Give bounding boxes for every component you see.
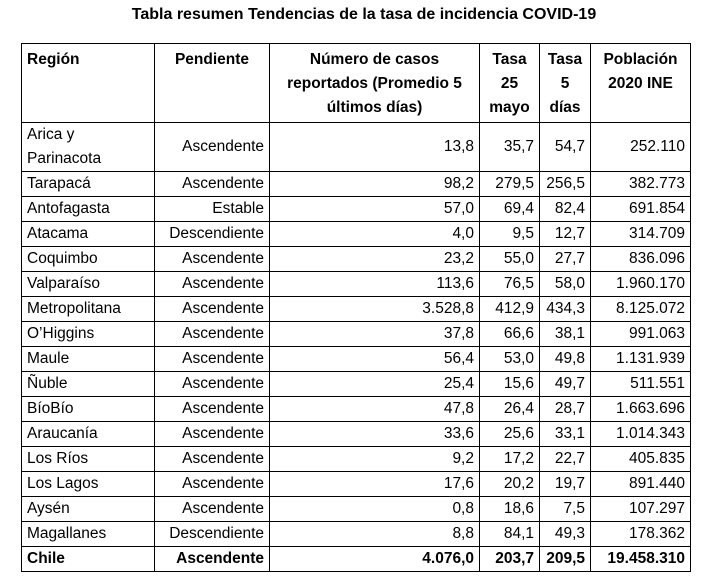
cell-region: Los Lagos <box>22 472 155 497</box>
cell-tasa-5-dias: 19,7 <box>540 472 591 497</box>
cell-pendiente: Ascendente <box>155 422 270 447</box>
cell-casos: 25,4 <box>270 372 480 397</box>
cell-tasa-25-mayo: 203,7 <box>480 547 540 572</box>
cell-poblacion: 991.063 <box>591 322 691 347</box>
cell-casos: 8,8 <box>270 522 480 547</box>
cell-pendiente: Ascendente <box>155 547 270 572</box>
cell-tasa-25-mayo: 26,4 <box>480 397 540 422</box>
cell-poblacion: 252.110 <box>591 123 691 172</box>
cell-pendiente: Ascendente <box>155 447 270 472</box>
cell-region: O’Higgins <box>22 322 155 347</box>
cell-region: BíoBío <box>22 397 155 422</box>
cell-tasa-5-dias: 256,5 <box>540 172 591 197</box>
header-row <box>22 44 691 123</box>
cell-region: Chile <box>22 547 155 572</box>
cell-poblacion: 405.835 <box>591 447 691 472</box>
cell-region: Ñuble <box>22 372 155 397</box>
cell-tasa-25-mayo: 35,7 <box>480 123 540 172</box>
cell-tasa-5-dias: 434,3 <box>540 297 591 322</box>
cell-poblacion: 107.297 <box>591 497 691 522</box>
cell-region: Magallanes <box>22 522 155 547</box>
cell-tasa-5-dias: 49,3 <box>540 522 591 547</box>
cell-region: Atacama <box>22 222 155 247</box>
cell-region: Aysén <box>22 497 155 522</box>
header-tasa-5-dias: Tasa 5 días <box>540 44 591 123</box>
cell-pendiente: Descendiente <box>155 522 270 547</box>
cell-pendiente: Ascendente <box>155 397 270 422</box>
cell-pendiente: Ascendente <box>155 123 270 172</box>
cell-pendiente: Ascendente <box>155 497 270 522</box>
cell-tasa-25-mayo: 15,6 <box>480 372 540 397</box>
cell-pendiente: Ascendente <box>155 272 270 297</box>
cell-pendiente: Ascendente <box>155 172 270 197</box>
cell-tasa-5-dias: 33,1 <box>540 422 591 447</box>
table-row <box>22 247 691 272</box>
cell-pendiente: Ascendente <box>155 322 270 347</box>
cell-poblacion: 1.960.170 <box>591 272 691 297</box>
cell-poblacion: 382.773 <box>591 172 691 197</box>
cell-tasa-5-dias: 12,7 <box>540 222 591 247</box>
table-row <box>22 123 691 172</box>
cell-pendiente: Estable <box>155 197 270 222</box>
cell-region: Los Ríos <box>22 447 155 472</box>
cell-casos: 47,8 <box>270 397 480 422</box>
cell-casos: 0,8 <box>270 497 480 522</box>
cell-tasa-25-mayo: 18,6 <box>480 497 540 522</box>
cell-casos: 13,8 <box>270 123 480 172</box>
cell-casos: 37,8 <box>270 322 480 347</box>
cell-tasa-5-dias: 7,5 <box>540 497 591 522</box>
cell-tasa-25-mayo: 17,2 <box>480 447 540 472</box>
cell-casos: 33,6 <box>270 422 480 447</box>
table-row <box>22 197 691 222</box>
cell-tasa-25-mayo: 53,0 <box>480 347 540 372</box>
cell-casos: 57,0 <box>270 197 480 222</box>
cell-poblacion: 1.014.343 <box>591 422 691 447</box>
total-row <box>22 547 691 572</box>
incidence-table <box>21 43 691 572</box>
cell-poblacion: 1.131.939 <box>591 347 691 372</box>
cell-region: Valparaíso <box>22 272 155 297</box>
cell-pendiente: Ascendente <box>155 347 270 372</box>
table-row <box>22 447 691 472</box>
cell-pendiente: Ascendente <box>155 472 270 497</box>
cell-casos: 113,6 <box>270 272 480 297</box>
cell-tasa-5-dias: 27,7 <box>540 247 591 272</box>
table-row <box>22 272 691 297</box>
cell-tasa-5-dias: 82,4 <box>540 197 591 222</box>
cell-tasa-5-dias: 54,7 <box>540 123 591 172</box>
cell-region: Tarapacá <box>22 172 155 197</box>
cell-poblacion: 8.125.072 <box>591 297 691 322</box>
table-row <box>22 397 691 422</box>
cell-tasa-25-mayo: 66,6 <box>480 322 540 347</box>
cell-casos: 17,6 <box>270 472 480 497</box>
cell-pendiente: Ascendente <box>155 297 270 322</box>
cell-tasa-5-dias: 49,8 <box>540 347 591 372</box>
header-pendiente: Pendiente <box>155 44 270 123</box>
cell-pendiente: Descendiente <box>155 222 270 247</box>
cell-tasa-25-mayo: 20,2 <box>480 472 540 497</box>
table-row <box>22 472 691 497</box>
cell-region: Metropolitana <box>22 297 155 322</box>
table-row <box>22 497 691 522</box>
cell-casos: 4,0 <box>270 222 480 247</box>
cell-region: Coquimbo <box>22 247 155 272</box>
cell-casos: 56,4 <box>270 347 480 372</box>
header-tasa-25-mayo: Tasa 25 mayo <box>480 44 540 123</box>
cell-poblacion: 511.551 <box>591 372 691 397</box>
cell-tasa-5-dias: 58,0 <box>540 272 591 297</box>
cell-tasa-5-dias: 28,7 <box>540 397 591 422</box>
cell-tasa-25-mayo: 9,5 <box>480 222 540 247</box>
table-row <box>22 172 691 197</box>
table-row <box>22 372 691 397</box>
cell-poblacion: 1.663.696 <box>591 397 691 422</box>
cell-region: Arica y Parinacota <box>22 123 155 172</box>
cell-casos: 23,2 <box>270 247 480 272</box>
cell-casos: 3.528,8 <box>270 297 480 322</box>
table-row <box>22 422 691 447</box>
table-row <box>22 297 691 322</box>
cell-tasa-5-dias: 209,5 <box>540 547 591 572</box>
table-row <box>22 222 691 247</box>
table-title: Tabla resumen Tendencias de la tasa de incidencia COVID-19 <box>131 6 597 23</box>
cell-poblacion: 314.709 <box>591 222 691 247</box>
cell-tasa-25-mayo: 84,1 <box>480 522 540 547</box>
cell-tasa-25-mayo: 25,6 <box>480 422 540 447</box>
cell-poblacion: 891.440 <box>591 472 691 497</box>
table-body <box>22 123 691 572</box>
cell-region: Antofagasta <box>22 197 155 222</box>
table-row <box>22 347 691 372</box>
table-row <box>22 522 691 547</box>
cell-tasa-25-mayo: 76,5 <box>480 272 540 297</box>
cell-pendiente: Ascendente <box>155 247 270 272</box>
cell-pendiente: Ascendente <box>155 372 270 397</box>
cell-tasa-25-mayo: 279,5 <box>480 172 540 197</box>
header-region: Región <box>22 44 155 123</box>
cell-tasa-5-dias: 22,7 <box>540 447 591 472</box>
cell-tasa-25-mayo: 69,4 <box>480 197 540 222</box>
cell-region: Maule <box>22 347 155 372</box>
table-row <box>22 322 691 347</box>
cell-poblacion: 691.854 <box>591 197 691 222</box>
cell-poblacion: 178.362 <box>591 522 691 547</box>
cell-poblacion: 836.096 <box>591 247 691 272</box>
cell-tasa-5-dias: 38,1 <box>540 322 591 347</box>
cell-poblacion: 19.458.310 <box>591 547 691 572</box>
header-poblacion: Población 2020 INE <box>591 44 691 123</box>
cell-casos: 98,2 <box>270 172 480 197</box>
cell-tasa-5-dias: 49,7 <box>540 372 591 397</box>
cell-casos: 9,2 <box>270 447 480 472</box>
cell-region: Araucanía <box>22 422 155 447</box>
cell-tasa-25-mayo: 55,0 <box>480 247 540 272</box>
cell-casos: 4.076,0 <box>270 547 480 572</box>
cell-tasa-25-mayo: 412,9 <box>480 297 540 322</box>
header-casos: Número de casos reportados (Promedio 5 últimos días) <box>270 44 480 123</box>
